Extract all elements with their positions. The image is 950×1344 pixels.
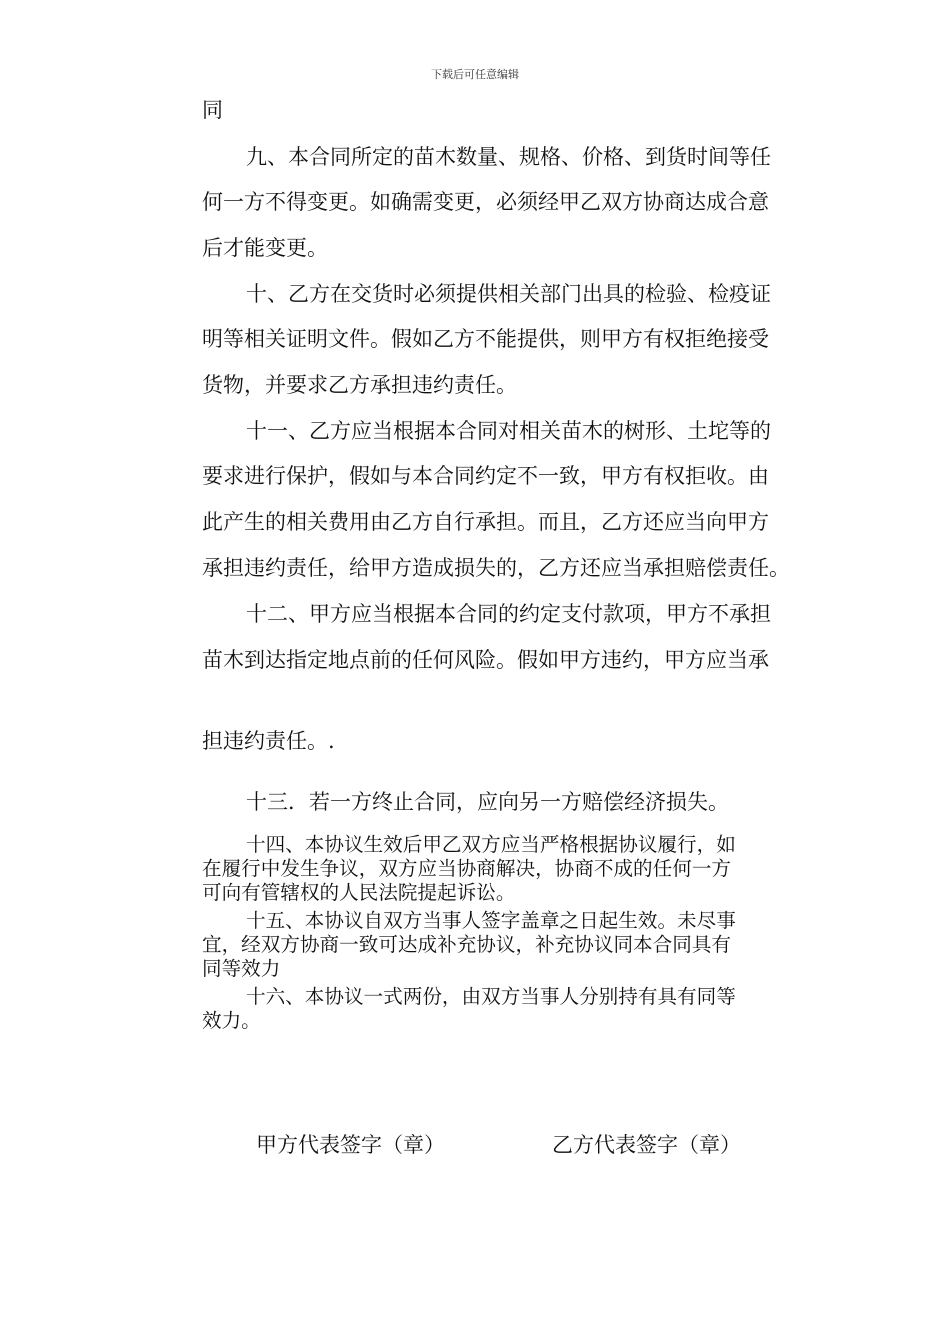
text-line: 担违约责任。. <box>202 729 335 753</box>
page-header: 下载后可任意编辑 <box>431 68 519 81</box>
clause-11: 十一、乙方应当根据本合同对相关苗木的树形、土坨等的 <box>246 419 771 443</box>
text-line: 同 <box>202 98 223 122</box>
text-line: 同等效力 <box>202 957 281 980</box>
text-line: 苗木到达指定地点前的任何风险。假如甲方违约，甲方应当承 <box>202 648 769 672</box>
party-a-signature: 甲方代表签字（章） <box>256 1133 445 1157</box>
clause-16: 十六、本协议一式两份，由双方当事人分别持有具有同等 <box>246 985 736 1008</box>
text-line: 可向有管辖权的人民法院提起诉讼。 <box>202 881 516 904</box>
text-line: 后才能变更。 <box>202 236 328 260</box>
clause-10: 十、乙方在交货时必须提供相关部门出具的检验、检疫证 <box>246 282 771 306</box>
clause-12: 十二、甲方应当根据本合同的约定支付款项，甲方不承担 <box>246 602 771 626</box>
text-line: 宜，经双方协商一致可达成补充协议，补充协议同本合同具有 <box>202 933 732 956</box>
text-line: 要求进行保护，假如与本合同约定不一致，甲方有权拒收。由 <box>202 464 769 488</box>
text-line: 明等相关证明文件。假如乙方不能提供，则甲方有权拒绝接受 <box>202 327 769 351</box>
clause-9: 九、本合同所定的苗木数量、规格、价格、到货时间等任 <box>246 145 771 169</box>
text-line: 承担违约责任，给甲方造成损失的，乙方还应当承担赔偿责任。 <box>202 556 790 580</box>
clause-15: 十五、本协议自双方当事人签字盖章之日起生效。未尽事 <box>246 909 736 932</box>
text-line: 在履行中发生争议，双方应当协商解决，协商不成的任何一方 <box>202 857 732 880</box>
party-b-signature: 乙方代表签字（章） <box>552 1133 741 1157</box>
clause-14: 十四、本协议生效后甲乙双方应当严格根据协议履行，如 <box>246 833 736 856</box>
text-line: 何一方不得变更。如确需变更，必须经甲乙双方协商达成合意 <box>202 190 769 214</box>
text-line: 货物，并要求乙方承担违约责任。 <box>202 373 517 397</box>
clause-13: 十三．若一方终止合同，应向另一方赔偿经济损失。 <box>246 790 729 814</box>
text-line: 效力。 <box>202 1009 261 1032</box>
text-line: 此产生的相关费用由乙方自行承担。而且，乙方还应当向甲方 <box>202 510 769 534</box>
